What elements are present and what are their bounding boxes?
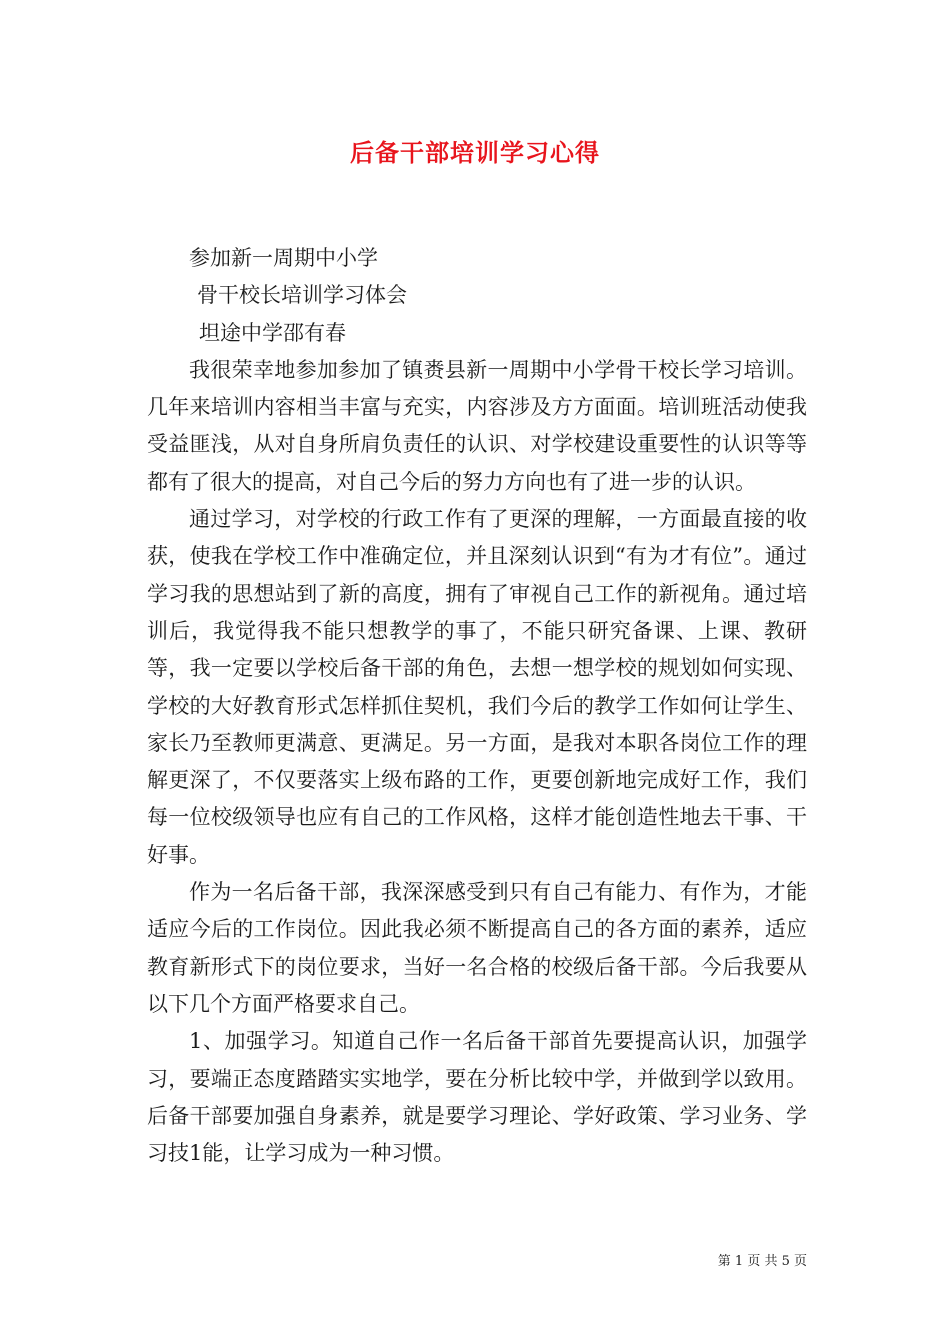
paragraph-3: 作为一名后备干部，我深深感受到只有自己有能力、有作为，才能适应今后的工作岗位。因此我必须不断提高自己的各方面的素养，适应教育新形式下的岗位要求，当好一名合格的校级后备干部。今后我要从以下几个方面严格要求自己。 xyxy=(147,880,807,1016)
document-body xyxy=(147,240,807,1172)
paragraph-4: 1、加强学习。知道自己作一名后备干部首先要提高认识，加强学习，要端正态度踏踏实实地学，要在分析比较中学，并做到学以致用。后备干部要加强自身素养，就是要学习理论、学好政策、学习业务、学习技1能，让学习成为一种习惯。 xyxy=(147,1029,807,1166)
paragraph-1: 我很荣幸地参加参加了镇赉县新一周期中小学骨干校长学习培训。几年来培训内容相当丰富与充实，内容涉及方方面面。培训班活动使我受益匪浅，从对自身所肩负责任的认识、对学校建设重要性的认识等等都有了很大的提高，对自己今后的努力方向也有了进一步的认识。 xyxy=(147,357,807,494)
subtitle-line-2: 骨干校长培训学习体会 xyxy=(197,283,407,308)
subtitle-line-1: 参加新一周期中小学 xyxy=(189,246,378,270)
paragraph-2: 通过学习，对学校的行政工作有了更深的理解，一方面最直接的收获，使我在学校工作中准确定位，并且深刻认识到“有为才有位”。通过学习我的思想站到了新的高度，拥有了审视自己工作的新视角。通过培训后，我觉得我不能只想教学的事了，不能只研究备课、上课、教研等，我一定要以学校后备干部的角色，去想一想学校的规划如何实现、学校的大好教育形式怎样抓住契机，我们今后的教学工作如何让学生、家长乃至教师更满意、更满足。另一方面，是我对本职各岗位工作的理解更深了，不仅要落实上级布路的工作，更要创新地完成好工作，我们每一位校级领导也应有自己的工作风格，这样才能创造性地去干事、干好事。 xyxy=(147,507,807,867)
page-number-footer: 第 1 页 共 5 页 xyxy=(717,1254,807,1269)
page-title: 后备干部培训学习心得 xyxy=(350,138,600,167)
author-line: 坦途中学邵有春 xyxy=(199,320,346,345)
